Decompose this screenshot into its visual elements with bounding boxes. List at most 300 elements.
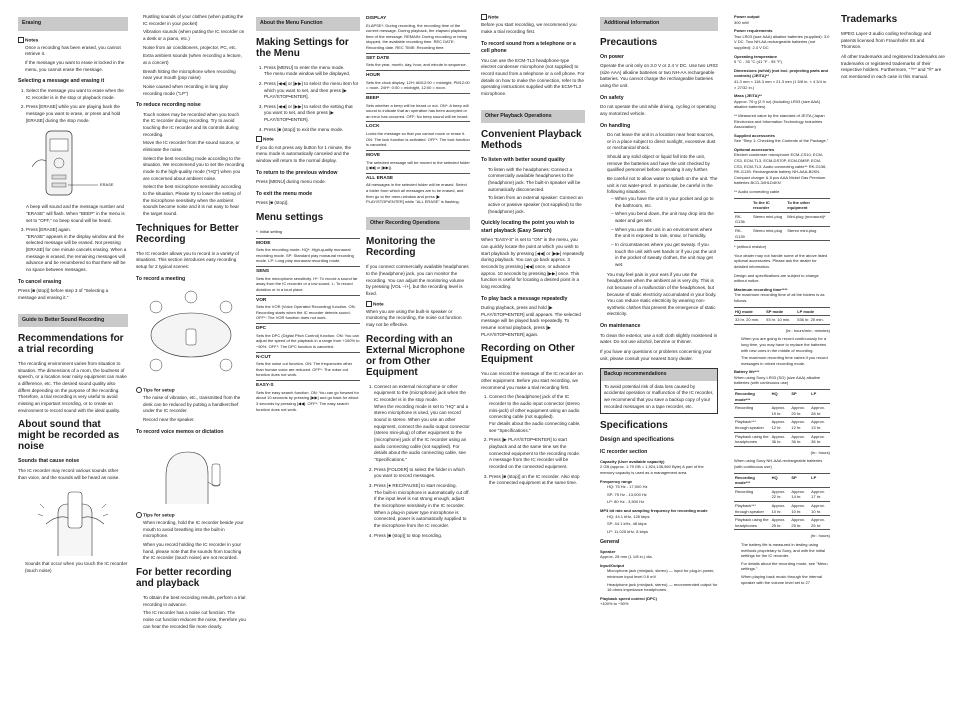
table-cell: Approx. 10 hr. — [790, 501, 810, 515]
column-1 — [18, 0, 128, 716]
menu-step-4: 4. Press [■ (stop)] to exit the menu mode. — [264, 127, 360, 134]
exit-heading: To exit the menu mode — [256, 190, 313, 197]
menu-step-3: 3. Press [◀◀] or [▶▶] to select the setting that you want to set, and then press [▶ PLAY/STOP•ENTER]. — [264, 104, 360, 124]
menu-setting-desc: Sets the VOR (Voice Operated Recording) function. ON: Recording starts when the IC recorder detects sound. OFF*: The VOR function does not work. — [256, 304, 356, 321]
maxrec-col-header: HQ mode — [734, 307, 765, 316]
repeat-heading: To play back a message repeatedly — [481, 295, 568, 302]
reduce-heading: To reduce recording noise — [136, 102, 201, 109]
maint-text: To clean the exterior, use a soft cloth slightly moistened in water. Do not use alcohol, benzine or thinner. — [600, 332, 718, 345]
recorder-illustration — [26, 127, 128, 201]
handling-item: • Should any solid object or liquid fall into the unit, remove the batteries and have the unit checked by qualified personnel before operating it any further. — [607, 154, 718, 174]
cable-col-header: To the other equipment — [786, 198, 830, 212]
battery-note: • The battery life is measured in testing using methods proprietary to Sony, and with the initial settings for the IC recorder. — [741, 542, 830, 559]
maxrec-foot: (hr.: hours/min.: minutes) — [785, 327, 830, 333]
erase-step-1-text: Select the message you want to erase when the IC recorder is in the stop or playback mode. — [26, 87, 124, 100]
menu-setting-name: VOR — [256, 297, 267, 303]
tips-title-text: Tips for setup — [143, 388, 175, 394]
ext-step-3 — [374, 483, 470, 530]
note-icon — [366, 301, 372, 307]
menu-setting-sens — [256, 269, 360, 292]
menu-setting-desc: Sets the microphone sensitivity. H*: To record a sound far away from the IC recorder or a low sound. L: To record dictation or in a loud place. — [256, 275, 358, 292]
reduce-item: • Select the best recording mode according to the situation. We recommend you to set the recording mode to the high-quality mode ("HQ") when you are concerned about ambient noise. — [143, 156, 246, 183]
table-cell: 33 hr. 20 min. — [734, 316, 765, 325]
column-7 — [734, 0, 830, 716]
erase-step-1 — [26, 88, 128, 101]
menu-setting-name: BEEP — [366, 95, 380, 101]
jeita-note: ** Measured value by the standard of JEITA (Japan Electronics and Information Technology Industries Association) — [734, 112, 825, 130]
io-item: • Headphone jack (minijack, stereo) — recommended output for 16 ohms impedance headphones — [607, 582, 718, 593]
section-bar-erasing: Erasing — [18, 17, 128, 31]
battery-col-header: SP — [790, 390, 810, 404]
table-cell: Approx. 12 hr. — [790, 418, 810, 432]
power-req-text: Two LR03 (size AAA) alkaline batteries (supplied): 3.0 V DC. Two NH-AA rechargeable batteries (not supplied): 2.4 V DC — [734, 33, 830, 50]
tech-heading: Techniques for Better Recording — [136, 222, 239, 245]
divider — [366, 121, 470, 122]
table-cell: Approx. 25 hr. — [810, 516, 830, 530]
power-heading: On power — [600, 53, 624, 60]
precautions-heading: Precautions — [600, 36, 658, 48]
other-eq-step-3: 3. Press [■ (stop)] on the IC recorder. Also stop the connected equipment at the same time. — [489, 474, 585, 487]
table-cell: Stereo mini-plug — [786, 227, 830, 241]
notes-title — [18, 37, 128, 45]
opt-text: Electret condenser microphone ECM-CS10, ECM-CS3, ECM-TL3, ECM-DS70P, ECM-DM5P, ECM-CS3, ECM-TL3. Audio connecting cable** RK-G136, RK-G139. Rechargeable battery NH-AAA-B2KN. Compact charger & 8 pcs AAA Nickel Gas Premium batteries BCG-34HLD4KN — [734, 152, 827, 186]
menu-setting-easys — [256, 383, 360, 412]
speaker-title: Speaker — [600, 548, 616, 554]
divider — [366, 150, 470, 151]
meeting-tip: • Record near the speaker. — [143, 417, 246, 424]
battery-col-header: HQ — [771, 390, 791, 404]
noise-bullet: • Vibration sounds (when putting the IC recorder on a desk or a piano, etc.) — [143, 29, 246, 42]
noise-bullet: • Rustling sounds of your clothes (when putting the IC recorder in your pocket) — [143, 14, 246, 27]
tips-title — [136, 387, 246, 395]
return-text: Press [MENU] during menu mode. — [256, 179, 326, 185]
handling-sub-item: – When you use the unit in an environment where the unit is exposed to rain, snow, or humidity. — [615, 227, 718, 240]
menu-setting-desc: Sets the recording mode. HQ*: High-quality monaural recording mode. SP: Standard play monaural recording mode. LP: Long play monaural recording mode. — [256, 247, 354, 264]
handling-item — [607, 176, 718, 269]
other-eq-step-1-text: Connect the (headphone) jack of the IC recorder to the audio input connector (stereo mini-jack) of other equipment using an audio connecting cable (not supplied). — [489, 394, 580, 420]
maxrec-col-header: LP mode — [796, 307, 830, 316]
table-row — [734, 501, 830, 515]
general-heading: General — [600, 539, 620, 546]
other-eq-step-2-text: Press [▶ PLAY/STOP•ENTER] to start playback and at the same time set the connected equipment to the recording mode. — [489, 437, 581, 456]
tip-icon — [136, 387, 142, 393]
ic-section-heading: IC recorder section — [600, 449, 648, 456]
backup-header: Backup recommendations — [601, 369, 717, 380]
divider — [256, 380, 360, 381]
mass-text: Approx. 76 g (2.9 oz) (including LR03 (size AAA) alkaline batteries) — [734, 98, 821, 110]
reduce-item: • Select the best microphone sensitivity according to the situation. Please try to lower the setting of the microphone sensitivity when the ambient sounds become noise and it is not easy to hear the target sound. — [143, 184, 246, 217]
acc-title: Supplied accessories — [734, 132, 775, 138]
table-row — [734, 432, 830, 446]
menu-setting-desc: Sets the year, month, day, hour, and minute in sequence. — [366, 62, 467, 68]
design-heading: Design and specifications — [600, 437, 675, 444]
reduce-item: • Touch noises may be recorded when you touch the IC recorder during recording. Try to avoid touching the IC recorder and its controls during recording. — [143, 112, 246, 139]
table-cell: Playback using the headphones — [734, 432, 771, 446]
touch-noise-illustration — [18, 484, 128, 558]
memo-heading: To record voice memos or dictation — [136, 428, 224, 435]
menu-setting-hour — [366, 73, 470, 91]
erase-step-2-extra: A beep will sound and the message number and "ERASE" will flash. When "BEEP" in the menu is set to "OFF," no beep sound will be heard. — [26, 204, 125, 223]
tip-icon — [136, 512, 142, 518]
menu-setting-setdate — [366, 56, 470, 68]
freq-item: • SP: 75 Hz - 13,000 Hz — [607, 492, 718, 498]
cable-col-header — [734, 198, 752, 212]
section-bar-additional-info: Additional Information — [600, 17, 718, 31]
reduce-item: • Move the IC recorder from the sound source, or eliminate the noise. — [143, 140, 246, 153]
battery-col-header: SP — [790, 473, 810, 487]
cancel-text: Press [■ (stop)] before step 3 of "Selecting a message and erasing it." — [18, 288, 109, 300]
battery-col-header: Recording mode*** — [734, 473, 771, 487]
col5-note-title-text: Note — [488, 15, 499, 21]
menu-setting-desc: Locks the message so that you cannot move or erase it. ON: The lock function is activated. OFF*: The lock function is canceled. — [366, 131, 470, 148]
conv-heading: Convenient Playback Methods — [481, 129, 582, 152]
battery-note: • When playing back music through the internal speaker with the volume level set to 27 — [741, 574, 830, 585]
column-6 — [600, 0, 718, 716]
battery-table-1 — [734, 389, 830, 447]
tips-title-2 — [136, 512, 246, 520]
handling-item: • You may feel pain in your ears if you use the headphones when the ambient air is very dry. This is not because of a malfunction of the headphones, but because of static electricity accumulated in your body. You can reduce static electricity by wearing non-synthetic clothes that prevent the emergence of static electricity. — [607, 272, 718, 319]
battery-text-2: When using Sony NH-AAA rechargeable batteries (with continuous use) — [734, 458, 823, 469]
column-2 — [136, 0, 246, 716]
section-bar-other-recording: Other Recording Operations — [366, 217, 470, 231]
capacity-title: Capacity (User available capacity) — [600, 458, 665, 464]
monitor-heading: Monitoring the Recording — [366, 236, 436, 259]
table-cell: Approx. 36 hr. — [771, 432, 791, 446]
table-cell: Approx. 17 hr. — [810, 487, 830, 501]
questions-text: If you have any questions or problems concerning your unit, please consult your nearest Sony dealer. — [600, 348, 712, 361]
monitor-note: When you are using the built-in speaker or monitoring the recording, the noise cut function may not be effective. — [366, 308, 462, 328]
cable-note: ** Audio connecting cable — [734, 189, 780, 195]
memo-tip: • When recording, hold the IC recorder beside your mouth to avoid breathing into the built-in microphone. — [143, 520, 246, 540]
table-cell: Approx. 12 hr. — [771, 418, 791, 432]
spec-heading: Specifications — [600, 420, 668, 432]
battery-col-header: Recording mode*** — [734, 390, 771, 404]
column-5 — [481, 0, 585, 716]
col5-note-title — [481, 14, 585, 22]
speaker-text: Approx. 28 mm (1 1/8 in.) dia. — [600, 554, 653, 560]
battery-col-header: LP — [810, 390, 830, 404]
menu-step-1 — [264, 65, 360, 78]
table-cell: 93 hr. 10 min. — [765, 316, 796, 325]
other-eq-heading: Recording on Other Equipment — [481, 343, 575, 366]
backup-box — [600, 368, 718, 414]
divider — [256, 238, 360, 239]
dim-text: 41.3 mm × 118.3 mm × 21.3 mm (1 5/8 in. × 4 3/4 in. × 27/32 in.) — [734, 78, 828, 90]
tech-text: The IC recorder allows you to record in a variety of situations. This section introduces easy recording setup for 2 typical scenes: — [136, 250, 239, 269]
freq-item: • HQ: 75 Hz - 17,000 Hz — [607, 484, 718, 490]
listen-item: • To listen from an external speaker: Connect an active or passive speaker (not supplied) to the (headphone) jack. — [488, 195, 585, 215]
menu-setting-allerase — [366, 176, 470, 205]
section-bar-about-menu: About the Menu Function — [256, 17, 360, 31]
noise-bullet: • Noise from air conditioners, projector, PC, etc. — [143, 45, 246, 52]
io-title: Input/Output — [600, 562, 624, 568]
battery-foot-2: (hr.: hours) — [810, 533, 830, 539]
playback-heading: For better recording and playback — [136, 566, 232, 589]
maint-heading: On maintenance — [600, 323, 641, 330]
menu-setting-name: ALL ERASE — [366, 175, 394, 181]
other-eq-step-1-extra: For details about the audio connecting cable, see "Specifications." — [489, 420, 581, 433]
table-cell: 536 hr. 25 min. — [796, 316, 830, 325]
note-icon — [256, 136, 262, 142]
mass-title: Mass (JEITA)** — [734, 93, 762, 99]
menu-setting-dpc — [256, 326, 360, 349]
capacity-text: 2 GB (approx. 1.79 GB = 1,924,136,960 Byte) A part of the memory capacity is used as a management area. — [600, 464, 704, 476]
noise-heading: About sound that might be recorded as noise — [18, 419, 120, 453]
erase-callout-label: ERASE — [100, 182, 114, 188]
menu-setting-desc: Sets the noise cut function. ON: The frequencies other than human voice are reduced. OFF*: The noise cut function does not work. — [256, 361, 353, 378]
maxrec-col-header: SP mode — [765, 307, 796, 316]
menu-step-1-extra: The menu mode window will be displayed. — [264, 71, 351, 77]
battery-text-1: When using Sony LR03 (SG) (size AAA) alkaline batteries (with continuous use) — [734, 374, 821, 386]
mp3-item: • SP: 44.1 kHz, 48 kbps — [607, 521, 718, 527]
menu-setting-name: EASY-S — [256, 383, 274, 389]
menu-setting-desc: ELAPSE*: During recording, the recording time of the current message. During playback, the elapsed playback time of the message. REMAIN: During recording or being stopped, the available recording time. REC DATE: Recording date. REC TIME: Recording time. — [366, 22, 468, 51]
menu-step-1-text: Press [MENU] to enter the menu mode. — [264, 64, 345, 70]
battery-note: • For details about the recording mode, see "Menu settings." — [741, 561, 830, 572]
note-icon — [18, 37, 24, 43]
noise-text: The IC recorder may record various sounds other than voice, and the sounds will be heard as noise. — [18, 467, 120, 480]
menu-setting-desc: Sets whether a beep will be heard or not. ON*: A beep will sound to indicate that an operation has been accepted or an error has occurred. OFF: No beep sound will be heard. — [366, 102, 469, 119]
menu-setting-name: DISPLAY — [366, 16, 387, 21]
divider — [256, 323, 360, 324]
acc-text: See "Step 1: Checking the Contents of the Package." — [734, 138, 829, 144]
power-output-text: 300 mW — [734, 19, 749, 25]
menu-setting-desc: Sets the DPC (Digital Pitch Control) function. ON: You can adjust the speed of the playback in a range from +100% to −50%. OFF*: The DPC function is canceled. — [256, 332, 360, 349]
menu-setting-lock — [366, 124, 470, 147]
trademarks-heading: Trademarks — [841, 14, 898, 25]
menu-note-text: If you do not press any button for 1 minute, the menu mode is automatically canceled and the window will return to the normal display. — [256, 144, 351, 163]
column-3 — [256, 0, 360, 716]
battery-col-header: LP — [810, 473, 830, 487]
menu-setting-name: MODE — [256, 240, 271, 246]
erase-step-2-text: Press [ERASE] while you are playing back the message you want to erase, or press and hold [ERASE] during the stop mode. — [26, 104, 121, 123]
ext-step-1 — [374, 384, 470, 464]
battery-table-2 — [734, 473, 830, 531]
menu-setting-mode — [256, 241, 360, 264]
cancel-heading: To cancel erasing — [18, 278, 62, 285]
listen-heading: To listen with better sound quality — [481, 157, 565, 164]
phone-heading: To record sound from a telephone or a cell phone — [481, 40, 576, 55]
menu-note-title-text: Note — [263, 137, 274, 143]
battery-foot-1: (hr.: hours) — [810, 449, 830, 455]
column-4 — [366, 0, 470, 716]
menu-setting-ncut — [256, 355, 360, 378]
other-eq-step-1 — [489, 394, 585, 434]
dim-title: Dimensions (w/h/d) (not incl. projecting parts and controls) (JEITA)** — [734, 67, 829, 79]
initial-setting-note: *: Initial setting — [256, 229, 283, 234]
temp-title: Operating temperature — [734, 53, 778, 59]
table-cell: RK-G136 — [734, 212, 752, 226]
menu-setting-name: N-CUT — [256, 354, 271, 360]
rec-text: The recording environment varies from situation to situation. The dimensions of a room, the loudness of speech, or a location near noisy equipment can make a difference, etc. The desired sound quality also differs depending on the purpose of the recording. Therefore, a trial recording is very useful to avoid missing an important recording, or to create an environment to record sound with the ideal quality. — [18, 361, 127, 413]
table-cell: Approx. 36 hr. — [790, 432, 810, 446]
table-cell: Approx. 13 hr. — [810, 418, 830, 432]
menu-setting-name: SENS — [256, 269, 270, 275]
handling-sub-item: – In circumstances where you get sweaty. If you touch the unit with wet hands or if you put the unit in the pocket of sweaty clothes, the unit may get wet. — [615, 242, 718, 269]
menu-note-title — [256, 136, 360, 144]
return-heading: To return to the previous window — [256, 169, 338, 176]
handling-heading: On handling — [600, 122, 631, 129]
cable-table — [734, 198, 830, 242]
table-cell: Approx. 22 hr. — [771, 487, 791, 501]
ext-step-1-extra: When the recording mode is set to "HQ" and a stereo microphone is used, you can record sound in stereo. When you use an other equipment, connect the audio output connector (stereo mini-plug) of other equipment to the (microphone) jack of the IC recorder using an audio connecting cable (not supplied). For details about the audio connecting cable, see "Specifications." — [374, 403, 470, 463]
power-output-title: Power output — [734, 14, 760, 19]
divider — [366, 53, 470, 54]
monitor-text: If you connect commercially available headphones to the (headphone) jack, you can monitor the recording. You can adjust the monitoring volume by pressing [VOL −/+], but the recording level is fixed. — [366, 264, 469, 296]
menu-setting-vor — [256, 298, 360, 321]
table-row — [734, 212, 830, 226]
io-item: • Microphone jack (minijack, stereo) — input for plug-in power, minimum input level 0.6 mV — [607, 568, 718, 579]
table-row — [734, 316, 830, 325]
table-cell: Playback*** through speaker — [734, 418, 771, 432]
noise-bullet: • Extra ambient sounds (when recording a lecture, at a concert) — [143, 53, 246, 66]
ext-step-2: 2. Press [FOLDER] to select the folder in which you want to record messages. — [374, 467, 470, 480]
rec-heading: Recommendations for a trial recording — [18, 333, 124, 356]
table-cell: Mini-plug (monaural)* — [786, 212, 830, 226]
note-item: • Once a recording has been erased, you cannot retrieve it. — [25, 45, 128, 58]
divider — [366, 93, 470, 94]
handling-item: • Do not leave the unit in a location near heat sources, or in a place subject to direct sunlight, excessive dust or mechanical shock. — [607, 132, 718, 152]
memo-illustration — [136, 438, 246, 506]
noise-bullet: • Noise caused when recording in long play recording mode ("LP") — [143, 84, 246, 97]
section-bar-other-playback: Other Playback Operations — [481, 110, 585, 124]
notes-title-text: Notes — [25, 37, 39, 43]
other-eq-step-2-extra: A message from the IC recorder will be recorded on the connected equipment. — [489, 457, 569, 469]
meeting-tip: • The noise of vibration, etc., transmitted from the desk can be reduced by putting a handkerchief under the IC recorder. — [143, 395, 246, 415]
ext-step-4: 4. Press [■ (stop)] to stop recording. — [374, 533, 470, 540]
ext-step-3-extra: The built-in microphone is automatically cut off. If the input level is not strong enough, adjust the microphone sensitivity in the IC recorder. When a plug-in power type microphone is connected, power is automatically supplied to the microphone from the IC recorder. — [374, 489, 470, 528]
menu-step-2: 2. Press [◀◀] or [▶▶] to select the menu item for which you want to set, and then press [▶ PLAY/STOP•ENTER]. — [264, 81, 360, 101]
battery-title: Battery life*** — [734, 369, 760, 375]
table-cell: Approx. 19 hr. — [771, 404, 791, 418]
noise-sub: Sounds that cause noise — [18, 458, 80, 465]
menu-setting-name: HOUR — [366, 72, 381, 78]
divider — [256, 352, 360, 353]
table-cell: RK-G139 — [734, 227, 752, 241]
table-cell: Approx. 25 hr. — [790, 516, 810, 530]
other-eq-text: You can record the message of the IC recorder on other equipment. Before you start recording, we recommend you make a trial recording first. — [481, 371, 583, 390]
listen-item: • To listen with the headphones: Connect a commercially available headphones to the (headphone) jack. The built-in speaker will be automatically disconnected. — [488, 167, 585, 194]
handling-sub-item: – When you bend down, the unit may drop into the water and get wet. — [615, 211, 718, 224]
note-item: • If the message you want to erase is locked in the menu, you cannot erase the message. — [25, 60, 128, 73]
mp3-title: MP3 bit rate and sampling frequency for recording mode — [600, 508, 708, 514]
table-cell: Approx. 14 hr. — [790, 487, 810, 501]
section-bar-guide: Guide to Better Sound Recording — [18, 314, 128, 328]
table-cell: Playback*** through speaker — [734, 501, 771, 515]
trademarks-text-2: All other trademarks and registered trademarks are trademarks or registered trademarks of their respective holders. Furthermore, "™" and "®" are not mentioned in each case in this manual. — [841, 53, 945, 79]
exit-text: Press [■ (stop)]. — [256, 200, 289, 206]
menu-setting-desc: The selected message will be moved to the selected folder ([◀◀] or [▶▶]). — [366, 159, 470, 171]
menu-setting-desc: Sets the clock display. 12H: AM12:00 = midnight, PM12:00 = noon. 24H*: 0:00 = midnight, 12:00 = noon. — [366, 79, 470, 91]
table-cell: Approx. 25 hr. — [771, 516, 791, 530]
dealer-text: Your dealer may not handle some of the above listed optional accessories. Please ask the dealer for detailed information. — [734, 252, 828, 269]
memo-tip: • When you record holding the IC recorder in your hand, please note that the sounds from touching the IC recorder (touch noise) are not recorded. — [143, 542, 246, 562]
handling-item-text: Be careful not to allow water to splash on the unit. The unit is not water-proof. In particular, be careful in the following situations. — [607, 176, 718, 195]
meeting-heading: To record a meeting — [136, 275, 186, 282]
table-cell: Playback using the headphones — [734, 516, 771, 530]
monitor-note-title-text: Note — [373, 301, 384, 307]
monitor-note-title — [366, 301, 470, 309]
settings-heading: Menu settings — [256, 212, 324, 223]
table-cell: Stereo mini-plug — [752, 212, 786, 226]
erase-step-3 — [26, 227, 128, 274]
table-cell: Recording — [734, 404, 771, 418]
table-cell: Approx. 28 hr. — [810, 404, 830, 418]
making-heading: Making Settings for the Menu — [256, 36, 349, 59]
safety-text: Do not operate the unit while driving, cycling or operating any motorized vehicle. — [600, 104, 716, 116]
handling-sub-item: – When you have the unit in your pocket and go to the bathroom, etc. — [615, 196, 718, 209]
menu-setting-name: SET DATE — [366, 55, 390, 61]
maxrec-note: • The maximum recording time varies if you record messages in mixed recording mode. — [741, 355, 830, 366]
menu-setting-beep — [366, 96, 470, 119]
temp-text: 5 °C - 35 °C (41 °F - 95 °F) — [734, 59, 782, 65]
divider — [256, 266, 360, 267]
divider — [256, 295, 360, 296]
erase-step-3-extra: "ERASE" appears in the display window and the selected message will be erased. Not pressing [ERASE] for one minute cancels erasing. When a message is erased, the remaining messages will advance and be renumbered so that there will be no space between messages. — [26, 233, 127, 273]
mp3-item: • LP: 11.025 kHz, 8 kbps — [607, 529, 718, 535]
opt-title: Optional accessories — [734, 146, 775, 152]
menu-setting-name: DPC — [256, 326, 267, 332]
playback-item: • The IC recorder has a noise cut function. The noise cut function reduces the noise, therefore you can hear the recorded file more clearly. — [143, 610, 246, 630]
table-cell: Stereo mini-plug — [752, 227, 786, 241]
meeting-illustration — [136, 285, 246, 381]
backup-text: To avoid potential risk of data loss caused by accidental operation or malfunction of the IC recorder, we recommend that you save a backup copy of your recorded messages on a tape recorder, etc. — [604, 383, 714, 409]
dpc-text: +100% to −50% — [600, 601, 629, 607]
maxrec-title: Maximum recording time**** — [734, 286, 788, 292]
trademarks-text: MPEG Layer-3 audio coding technology and patents licensed from Fraunhofer IIS and Thomson. — [841, 31, 932, 50]
ext-step-3-text: Press [● REC/PAUSE] to start recording. — [374, 482, 457, 488]
col5-note-text: Before you start recording, we recommend you make a trial recording first. — [481, 22, 577, 34]
erase-step-2 — [26, 104, 128, 224]
erase-step-3-text: Press [ERASE] again. — [26, 227, 71, 233]
table-row — [734, 404, 830, 418]
other-eq-step-2 — [489, 437, 585, 470]
note-icon — [481, 14, 487, 20]
phone-text: You can use the ECM-TL3 headphone-type electret condenser microphone (not supplied) to record sound from a telephone or a cell phone. For details on how to make the connection, refer to the operating instructions supplied with the ECM-TL3 microphone. — [481, 57, 585, 96]
table-row — [734, 487, 830, 501]
column-8 — [841, 0, 945, 716]
noise-bullet: • Breath hitting the microphone when recording near your mouth (pop noise) — [143, 69, 246, 82]
maxrec-table — [734, 307, 830, 325]
divider — [366, 173, 470, 174]
table-cell: Approx. 36 hr. — [810, 432, 830, 446]
repeat-text: During playback, press and hold [▶ PLAY/STOP•ENTER] until appears. The selected message will be played back repeatedly. To resume normal playback, press [▶ PLAY/STOP•ENTER] again. — [481, 305, 581, 337]
battery-col-header: HQ — [771, 473, 791, 487]
cable-col-header: To the IC recorder — [752, 198, 786, 212]
design-text: Design and specifications are subject to change without notice. — [734, 272, 819, 284]
playback-item: • To obtain the best recording results, perform a trial recording in advance. — [143, 595, 246, 608]
menu-setting-move — [366, 153, 470, 171]
table-cell: Approx. 20 hr. — [790, 404, 810, 418]
freq-title: Frequency range — [600, 478, 633, 484]
table-cell: Recording — [734, 487, 771, 501]
menu-setting-display — [366, 16, 470, 51]
menu-setting-desc: All messages in the selected folder will be erased. Select a folder from which all messages are to be erased, and then go to the menu window and press [▶ PLAY/STOP•ENTER] while "ALL ERASE" is flashing. — [366, 182, 467, 205]
power-req-title: Power requirements — [734, 28, 773, 34]
table-cell: Approx. 10 hr. — [810, 501, 830, 515]
maxrec-text: The maximum recording time of all the folders is as follows. — [734, 292, 825, 303]
menu-setting-name: MOVE — [366, 152, 381, 158]
table-row — [734, 516, 830, 530]
maxrec-note: • When you are going to record continuously for a long time, you may have to replace the batteries with new ones in the middle of recording. — [741, 336, 830, 353]
menu-setting-desc: Sets the easy search function. ON: You can go forward for about 10 seconds by pressing [▶▶] and go back for about 3 seconds by pressing [◀◀]. OFF*: The easy search function does not work. — [256, 389, 359, 412]
divider — [366, 70, 470, 71]
power-text: Operate the unit only on 3.0 V or 2.4 V DC. Use two LR03 (size AAA) alkaline batteries or two NH-AA rechargeable batteries. You cannot charge the rechargeable batteries using the unit. — [600, 63, 718, 89]
freq-item: • LP: 80 Hz - 3,500 Hz — [607, 499, 718, 505]
menu-setting-name: LOCK — [366, 124, 380, 130]
tips-title-text: Tips for setup — [143, 513, 175, 519]
cable-foot: * (without resistor) — [734, 244, 767, 250]
